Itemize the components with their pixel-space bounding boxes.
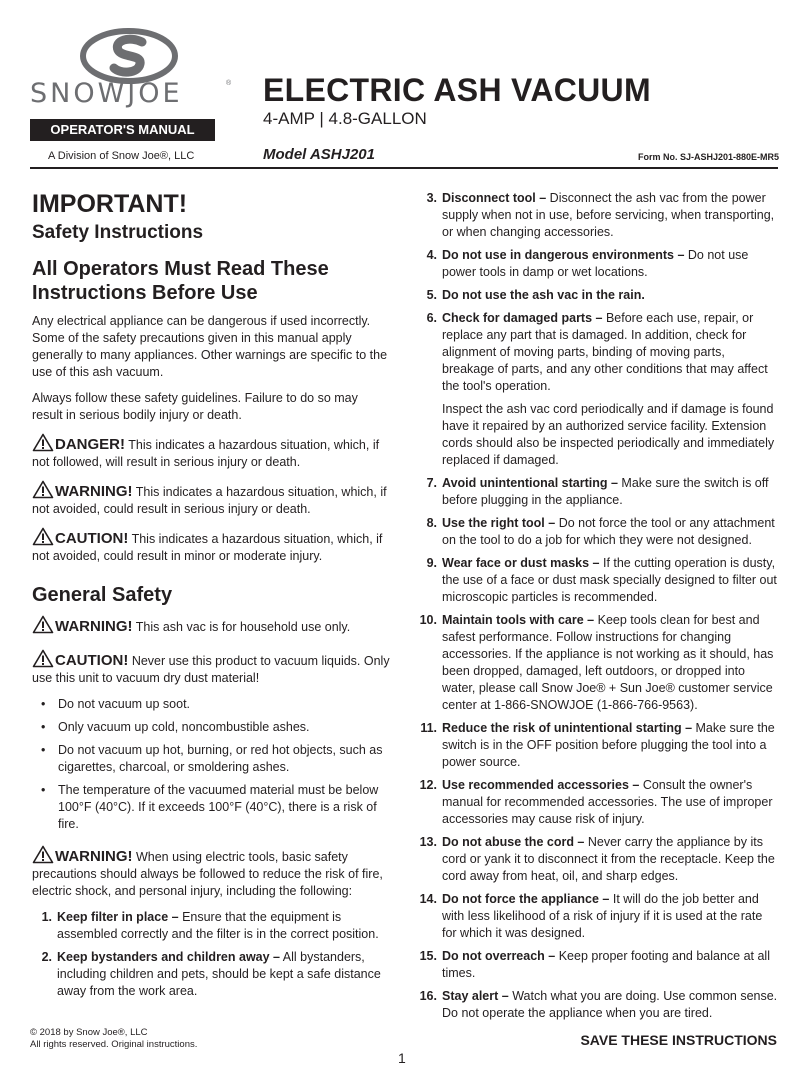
caution-word: CAUTION! (55, 530, 129, 547)
gs-caution-text: Never use this product to vacuum liquids. Only use this unit to vacuum dry dust material! (32, 654, 390, 685)
warning-triangle-icon (32, 615, 54, 634)
snowjoe-logo-icon (80, 28, 178, 84)
warning-word: WARNING! (55, 483, 133, 500)
guidelines-paragraph: Always follow these safety guidelines. Failure to do so may result in serious bodily injury or death. (32, 391, 358, 422)
division-text: A Division of Snow Joe®, LLC (48, 150, 195, 162)
safety-rules-list-left (32, 909, 390, 1000)
safety-rule-item: 15. Do not overreach – Keep proper footing and balance at all times. (419, 949, 770, 980)
safety-rule-item: 11. Reduce the risk of unintentional starting – Make sure the switch is in the OFF position before plugging the tool into a power source. (420, 721, 775, 769)
warning-text: This indicates a hazardous situation, which, if not avoided, could result in serious injury or death. (32, 485, 387, 516)
gs-caution-word: CAUTION! (55, 652, 129, 669)
danger-signal (32, 433, 390, 471)
electric-warning-text: When using electric tools, basic safety precautions should always be followed to reduce the risk of fire, electric shock, and personal injury, including the following: (32, 850, 383, 898)
list-item: • Do not vacuum up soot. (41, 697, 191, 711)
left-column (32, 190, 390, 1006)
important-heading: IMPORTANT! (32, 190, 188, 218)
safety-rules-list-right (417, 190, 779, 1022)
brand-wordmark: SNOWJOE (30, 78, 183, 109)
general-safety-heading: General Safety (32, 584, 173, 606)
gs-warning-word: WARNING! (55, 618, 133, 635)
safety-rule-item: 9. Wear face or dust masks – If the cutting operation is dusty, the use of a face or dust mask specially designed to filter out microscopic particles is recommended. (426, 556, 777, 604)
danger-word: DANGER! (55, 436, 125, 453)
model-number: Model ASHJ201 (263, 146, 375, 163)
caution-text: This indicates a hazardous situation, which, if not avoided, could result in minor or moderate injury. (32, 532, 383, 563)
caution-signal (32, 527, 390, 565)
caution-bullet-list (32, 696, 390, 833)
save-instructions-text: SAVE THESE INSTRUCTIONS (580, 1032, 777, 1048)
electric-tools-warning (32, 845, 390, 900)
electric-warning-word: WARNING! (55, 848, 133, 865)
safety-rule-item: 5. Do not use the ash vac in the rain. (426, 288, 645, 302)
safety-rule-item: 14. Do not force the appliance – It will do the job better and with less likelihood of a risk of injury if it is used at the rate for which it was designed. (419, 892, 763, 940)
warning-signal (32, 480, 390, 518)
brand-trademark: ® (226, 80, 232, 87)
gs-warning-signal (32, 615, 390, 636)
product-subtitle: 4-AMP | 4.8-GALLON (263, 109, 427, 128)
header-divider (30, 167, 778, 169)
safety-rule-item: 7. Avoid unintentional starting – Make sure the switch is off before plugging in the appliance. (426, 476, 769, 507)
warning-triangle-icon (32, 527, 54, 546)
product-title: ELECTRIC ASH VACUUM (263, 72, 651, 108)
safety-rule-item: 1. Keep filter in place – Ensure that the equipment is assembled correctly and the filter is in the correct position. (41, 910, 379, 941)
gs-caution-signal (32, 649, 390, 687)
all-operators-heading: All Operators Must Read These Instructions Before Use (32, 258, 329, 304)
intro-paragraph: Any electrical appliance can be dangerous if used incorrectly. Some of the safety precautions given in this manual apply generally to many appliances. Other warnings are specific to the use of this ash vacuum. (32, 314, 388, 379)
safety-instructions-heading: Safety Instructions (32, 222, 204, 243)
safety-rule-item: 16. Stay alert – Watch what you are doing. Use common sense. Do not operate the appliance when you are tired. (419, 989, 778, 1020)
danger-text: This indicates a hazardous situation, which, if not followed, will result in serious injury or death. (32, 438, 380, 469)
safety-rule-item: 2. Keep bystanders and children away – All bystanders, including children and pets, should be kept a safe distance away from the work area. (41, 950, 381, 998)
copyright-notice: © 2018 by Snow Joe®, LLC All rights reserved. Original instructions. (30, 1027, 198, 1050)
list-item: • Only vacuum up cold, noncombustible ashes. (41, 720, 310, 734)
page-number: 1 (398, 1050, 406, 1066)
warning-triangle-icon (32, 845, 54, 864)
safety-rule-item: 6. Check for damaged parts – Before each use, repair, or replace any part that is damaged. In addition, check for alignment of moving parts, binding of moving parts, breakage of parts, and any other conditions that may affect the tool's operation. Inspect the ash vac cord periodically and if damage is found have it repaired by an authorized service facility. Extension cords should also be inspected periodically and immediately replaced if damaged. (426, 311, 775, 467)
warning-triangle-icon (32, 649, 54, 668)
gs-warning-text: This ash vac is for household use only. (135, 620, 351, 634)
list-item: • Do not vacuum up hot, burning, or red hot objects, such as cigarettes, charcoal, or smoldering ashes. (41, 743, 383, 774)
safety-rule-item: 3. Disconnect tool – Disconnect the ash vac from the power supply when not in use, before servicing, when transporting, or when changing accessories. (426, 191, 775, 239)
safety-rule-item: 12. Use recommended accessories – Consult the owner's manual for recommended accessories. The use of improper accessories may cause risk of injury. (419, 778, 773, 826)
safety-rule-item: 8. Use the right tool – Do not force the tool or any attachment on the tool to do a job for which they were not designed. (426, 516, 775, 547)
list-item: • The temperature of the vacuumed material must be below 100°F (40°C). If it exceeds 100°F (40°C), there is a risk of fire. (41, 783, 379, 831)
form-number: Form No. SJ-ASHJ201-880E-MR5 (637, 152, 779, 162)
warning-triangle-icon (32, 480, 54, 499)
warning-triangle-icon (32, 433, 54, 452)
safety-rule-item: 10. Maintain tools with care – Keep tools clean for best and safest performance. Follow instructions for changing accessories. If the appliance is not working as it should, has been dropped, damaged, left outdoors, or dropped into water, please call Snow Joe® + Sun Joe® customer service center at 1-866-SNOWJOE (1-866-766-9563). (419, 613, 774, 712)
safety-rule-item: 13. Do not abuse the cord – Never carry the appliance by its cord or yank it to disconnect it from the receptacle. Keep the cord away from heat, oil, and sharp edges. (419, 835, 775, 883)
operators-manual-badge: OPERATOR'S MANUAL (30, 119, 215, 141)
safety-rule-item: 4. Do not use in dangerous environments – Do not use power tools in damp or wet locations. (426, 248, 749, 279)
right-column (417, 190, 779, 1028)
